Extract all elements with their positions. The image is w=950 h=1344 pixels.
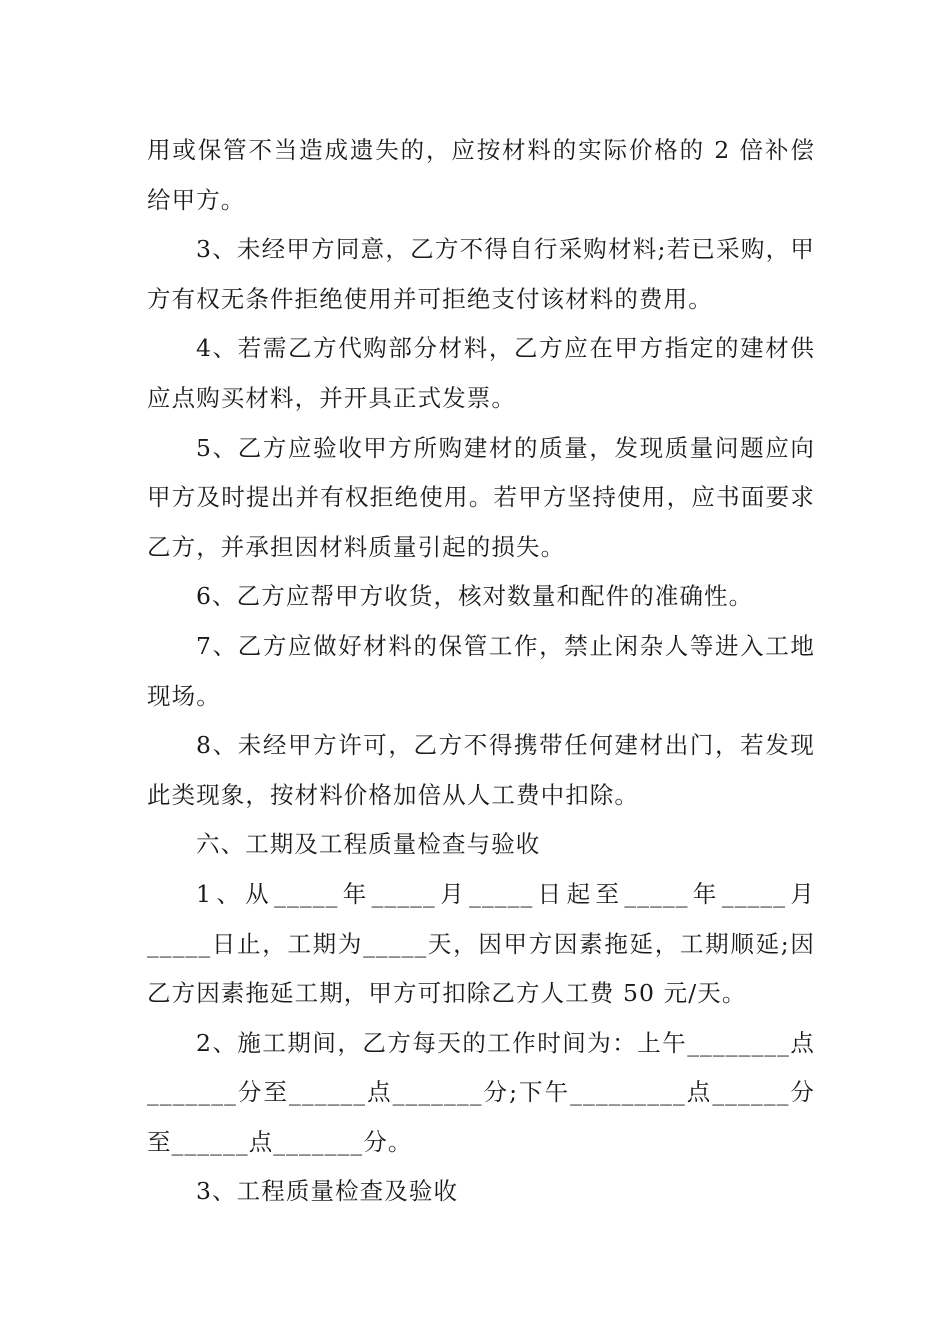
paragraph-item-8: 8、未经甲方许可，乙方不得携带任何建材出门，若发现此类现象，按材料价格加倍从人工费中扣除。 — [147, 731, 815, 809]
paragraph-schedule-1: 1、从_____年_____月_____日起至_____年_____月_____日止，工期为_____天，因甲方因素拖延，工期顺延;因乙方因素拖延工期，甲方可扣除乙方人工费 50 元/天。 — [147, 879, 815, 1008]
paragraph-item-4: 4、若需乙方代购部分材料，乙方应在甲方指定的建材供应点购买材料，并开具正式发票。 — [147, 334, 815, 412]
paragraph-item-5: 5、乙方应验收甲方所购建材的质量，发现质量问题应向甲方及时提出并有权拒绝使用。若甲方坚持使用，应书面要求乙方，并承担因材料质量引起的损失。 — [147, 433, 815, 561]
paragraph-item-7: 7、乙方应做好材料的保管工作，禁止闲杂人等进入工地现场。 — [147, 631, 815, 710]
section-heading-six: 六、工期及工程质量检查与验收 — [196, 830, 541, 859]
document-body — [147, 126, 815, 1217]
paragraph-work-hours-2: 2、施工期间，乙方每天的工作时间为：上午________点_______分至______点_______分;下午_________点______分至______点_______分。 — [147, 1028, 815, 1156]
paragraph-item-6: 6、乙方应帮甲方收货，核对数量和配件的准确性。 — [196, 582, 754, 611]
paragraph-item-3: 3、未经甲方同意，乙方不得自行采购材料;若已采购，甲方有权无条件拒绝使用并可拒绝支付该材料的费用。 — [147, 235, 815, 313]
paragraph-material-loss: 用或保管不当造成遗失的，应按材料的实际价格的 2 倍补偿给甲方。 — [147, 136, 815, 214]
paragraph-inspection-3: 3、工程质量检查及验收 — [196, 1177, 459, 1206]
